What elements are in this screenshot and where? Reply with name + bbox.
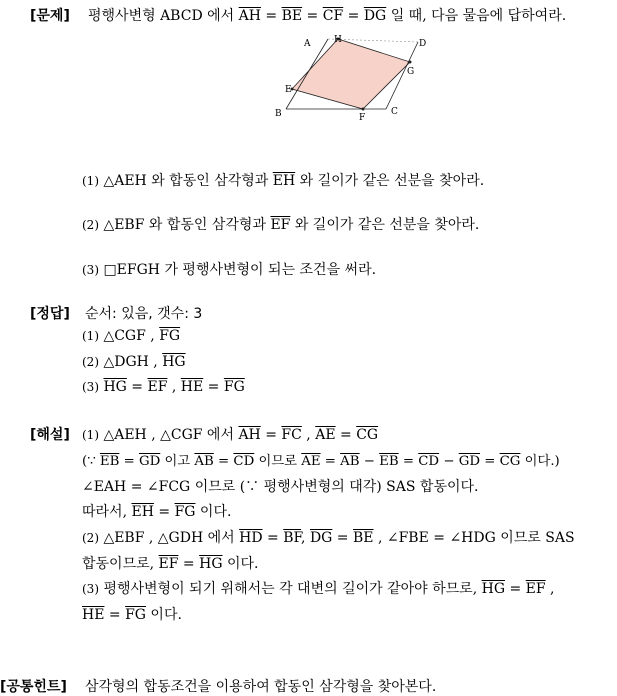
text: , [301, 427, 316, 443]
text: , [301, 530, 310, 546]
problem-post: 일 때, 다음 물음에 답하여라. [386, 8, 567, 24]
segment: $\overline{CG}$ [499, 454, 521, 469]
text: = [260, 427, 282, 443]
label-f: F [359, 113, 366, 123]
text: = [480, 454, 500, 469]
question-pre: △EBF 와 합동인 삼각형과 [99, 217, 271, 233]
text: = [262, 530, 284, 546]
problem-text [88, 5, 566, 25]
label-g: G [407, 67, 415, 77]
segment: $\overline{FG}$ [125, 607, 146, 623]
segment: $\overline{CD}$ [418, 454, 440, 469]
problem-tag: [문제] [30, 8, 70, 24]
answer-tag: [정답] [30, 306, 70, 322]
text: 평행사변형이 되기 위해서는 각 대변의 길이가 같아야 하므로, [99, 581, 482, 597]
segment: $\overline{DG}$ [309, 530, 333, 546]
text: = [213, 454, 234, 469]
text: 이므로 [254, 454, 302, 469]
segment-ef: $\overline{EF}$ [270, 217, 291, 233]
question-3 [82, 259, 376, 279]
segment: $\overline{CG}$ [356, 427, 379, 443]
text: = [335, 427, 357, 443]
answer-3 [82, 379, 245, 395]
op: = [203, 379, 224, 395]
segment-ah: $\overline{AH}$ [238, 8, 261, 24]
text: 이고 [160, 454, 195, 469]
explain-number: (2) [82, 531, 99, 545]
explain-line-6 [82, 553, 258, 573]
label-d: D [419, 39, 427, 49]
segment: $\overline{GD}$ [458, 454, 480, 469]
problem-pre: 평행사변형 ABCD 에서 [88, 8, 239, 24]
question-1 [82, 170, 484, 190]
segment: $\overline{FG}$ [174, 504, 196, 520]
segment-hg: $\overline{HG}$ [162, 354, 186, 370]
segment-be: $\overline{BE}$ [281, 8, 303, 24]
text: △AEH , △CGF 에서 [99, 427, 239, 443]
segment: $\overline{GD}$ [138, 454, 161, 469]
question-2 [82, 214, 479, 234]
segment: $\overline{BF}$ [283, 530, 302, 546]
text: = [119, 454, 139, 469]
text: = [505, 581, 526, 597]
label-b: B [275, 109, 282, 119]
explain-number: (1) [82, 428, 99, 442]
explain-line-3: ∠EAH = ∠FCG 이므로 (∵ 평행사변형의 대각) SAS 합동이다. [82, 479, 479, 495]
quad-efgh [292, 39, 410, 109]
question-post: 와 길이가 같은 선분을 찾아라. [295, 173, 485, 189]
segment-cf: $\overline{CF}$ [322, 8, 344, 24]
text: △EBF , △GDH 에서 [99, 530, 240, 546]
explain-line-1 [82, 424, 378, 444]
question-pre: △AEH 와 합동인 삼각형과 [99, 173, 273, 189]
segment: $\overline{EB}$ [379, 454, 399, 469]
text: 합동이므로, [82, 556, 159, 572]
text: = [153, 504, 175, 520]
explain-line-8 [82, 604, 182, 624]
segment: $\overline{HG}$ [481, 581, 506, 597]
question-post: 와 길이가 같은 선분을 찾아라. [290, 217, 480, 233]
text: , ∠FBE = ∠HDG 이므로 SAS [373, 530, 575, 546]
segment: $\overline{AB}$ [194, 454, 214, 469]
question-number: (1) [82, 174, 99, 188]
segment-fg: $\overline{FG}$ [159, 328, 181, 344]
explain-line-5 [82, 527, 575, 547]
explain-tag: [해설] [30, 427, 70, 443]
text: 이다. [145, 607, 182, 623]
segment-eh: $\overline{EH}$ [272, 173, 296, 189]
text: − [439, 454, 459, 469]
text: 이다.) [520, 454, 560, 469]
question-pre: □EFGH 가 평행사변형이 되는 조건을 써라. [99, 262, 377, 278]
op: = [126, 379, 148, 395]
label-c: C [391, 107, 398, 117]
segment: $\overline{BE}$ [353, 530, 374, 546]
text: (∵ [82, 454, 100, 469]
label-e: E [285, 85, 292, 95]
op: , [167, 379, 181, 395]
segment: $\overline{AE}$ [315, 427, 336, 443]
explain-line-2 [82, 450, 560, 469]
segment: $\overline{EF}$ [158, 556, 179, 572]
answer-number: (3) [82, 380, 99, 394]
question-number: (2) [82, 218, 99, 232]
label-h: H [334, 35, 342, 45]
text: = [104, 607, 126, 623]
text: 따라서, [82, 504, 132, 520]
segment: $\overline{AB}$ [340, 454, 360, 469]
hint-tag: [공통힌트] [0, 679, 67, 695]
segment: $\overline{HD}$ [239, 530, 263, 546]
segment: $\overline{AE}$ [301, 454, 321, 469]
segment: $\overline{EB}$ [99, 454, 120, 469]
segment: $\overline{FC}$ [281, 427, 302, 443]
segment: $\overline{HE}$ [180, 379, 204, 395]
text: = [178, 556, 200, 572]
answer-number: (2) [82, 355, 99, 369]
text: − [359, 454, 380, 469]
answer-2 [82, 354, 186, 370]
text: = [332, 530, 353, 546]
point-f [362, 108, 365, 111]
hint-text: 삼각형의 합동조건을 이용하여 합동인 삼각형을 찾아본다. [85, 679, 437, 695]
segment: $\overline{FG}$ [223, 379, 245, 395]
text: 이다. [222, 556, 259, 572]
text: , [545, 581, 555, 597]
point-g [409, 61, 412, 64]
eq: = [302, 8, 323, 24]
segment: $\overline{AH}$ [238, 427, 261, 443]
text: 이다. [195, 504, 232, 520]
answer-first: 순서: 있음, 갯수: 3 [85, 306, 203, 322]
parallelogram-figure [268, 34, 427, 123]
eq: = [343, 8, 364, 24]
question-number: (3) [82, 263, 99, 277]
answer-number: (1) [82, 329, 99, 343]
segment: $\overline{EF}$ [147, 379, 168, 395]
text: = [398, 454, 419, 469]
label-a: A [304, 39, 311, 49]
answer-1 [82, 328, 180, 344]
answer-text: △CGF , [99, 328, 160, 344]
segment: $\overline{CD}$ [233, 454, 255, 469]
answer-text: △DGH , [99, 354, 163, 370]
explain-line-7 [82, 578, 555, 598]
text: = [320, 454, 341, 469]
explain-line-4 [82, 501, 231, 521]
eq: = [260, 8, 282, 24]
explain-number: (3) [82, 582, 99, 596]
segment: $\overline{HG}$ [103, 379, 127, 395]
segment: $\overline{HE}$ [82, 607, 105, 623]
segment: $\overline{EF}$ [525, 581, 546, 597]
segment-dg: $\overline{DG}$ [363, 8, 387, 24]
segment: $\overline{HG}$ [199, 556, 223, 572]
segment: $\overline{EH}$ [131, 504, 154, 520]
